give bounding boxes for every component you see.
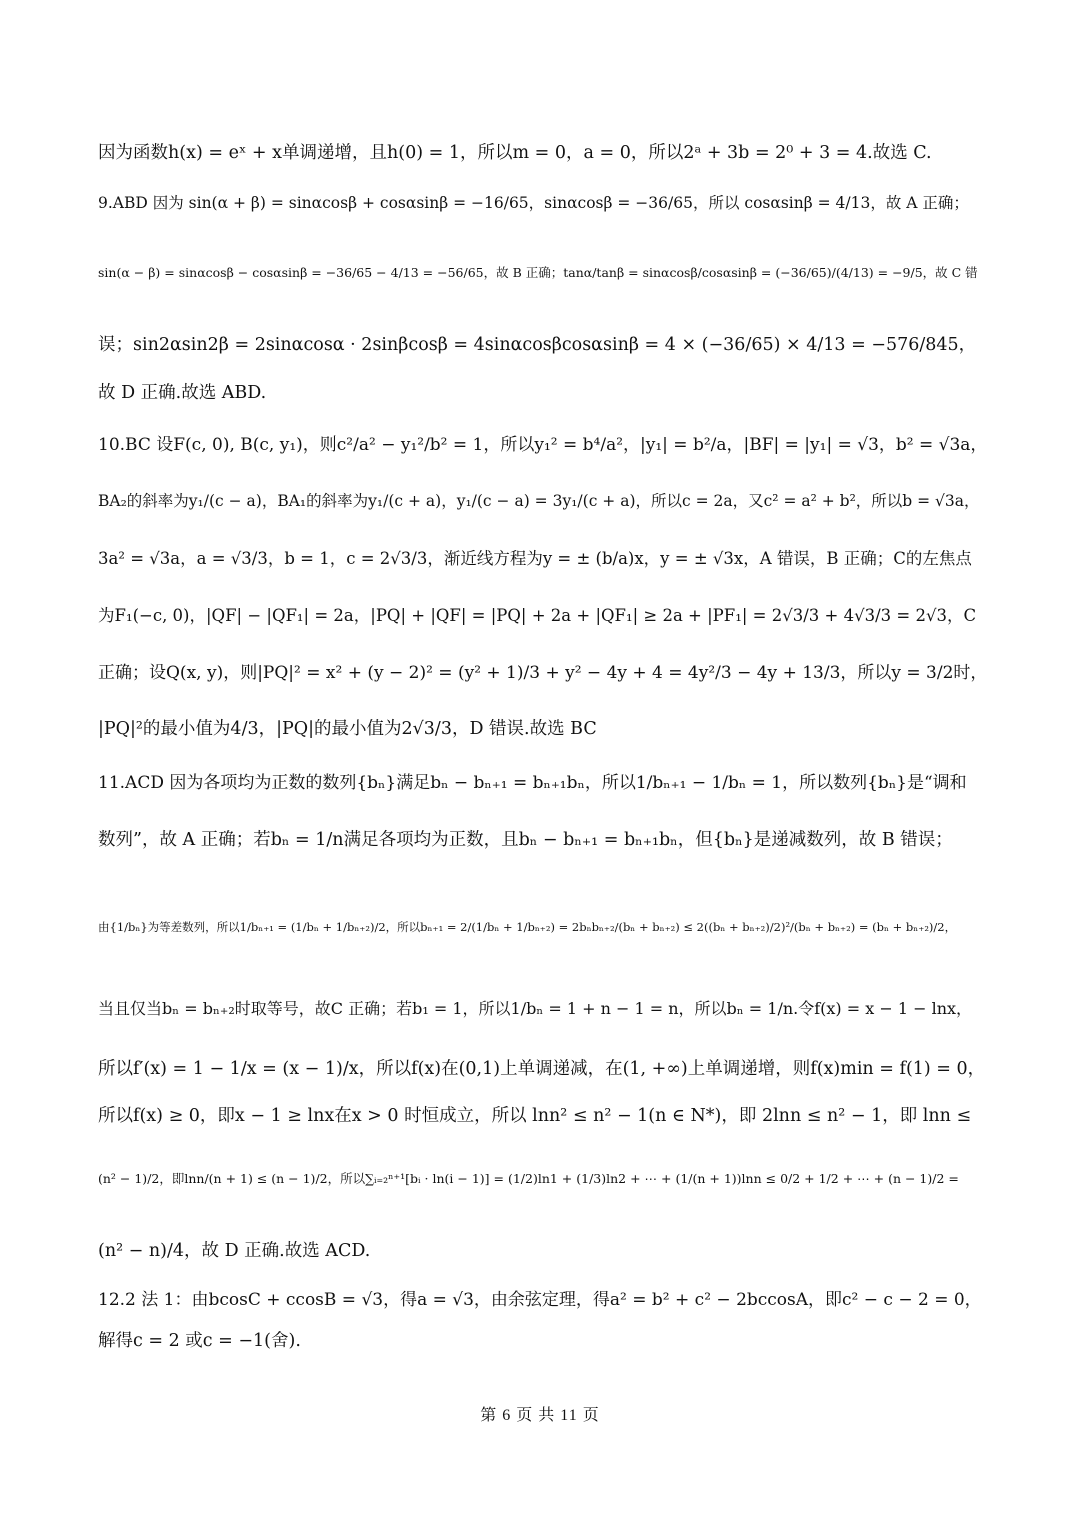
text-line-4: 误；sin2αsin2β = 2sinαcosα · 2sinβcosβ = 4sinαcosβcosαsinβ = 4 × (−36/65) × 4/13 = −576/845， xyxy=(98,335,977,355)
text-line-14: 由{1/bₙ}为等差数列，所以1/bₙ₊₁ = (1/bₙ + 1/bₙ₊₂)/2，所以bₙ₊₁ = 2/(1/bₙ + 1/bₙ₊₂) = 2bₙbₙ₊₂/(bₙ + bₙ₊₂) ≤ 2((bₙ + bₙ₊₂)/2)²/(bₙ + bₙ₊₂) = (bₙ + bₙ₊₂)/2， xyxy=(98,920,957,934)
text-line-20: 12.2 法 1：由bcosC + ccosB = √3，得a = √3，由余弦定理，得a² = b² + c² − 2bccosA，即c² − c − 2 = 0， xyxy=(98,1290,982,1310)
text-line-10: 正确；设Q(x, y)，则|PQ|² = x² + (y − 2)² = (y² + 1)/3 + y² − 4y + 4 = 4y²/3 − 4y + 13/3，所以y = 3/2时， xyxy=(98,663,988,683)
text-line-3: sin(α − β) = sinαcosβ − cosαsinβ = −36/65 − 4/13 = −56/65，故 B 正确；tanα/tanβ = sinαcosβ/cosαsinβ = (−36/65)/(4/13) = −9/5，故 C 错 xyxy=(98,265,978,280)
text-line-6: 10.BC 设F(c, 0), B(c, y₁)，则c²/a² − y₁²/b² = 1，所以y₁² = b⁴/a²，|y₁| = b²/a，|BF| = |y₁| = √3，b² = √3a， xyxy=(98,435,988,455)
text-line-19: (n² − n)/4，故 D 正确.故选 ACD. xyxy=(98,1241,371,1261)
text-line-13: 数列”，故 A 正确；若bₙ = 1/n满足各项均为正数，且bₙ − bₙ₊₁ = bₙ₊₁bₙ，但{bₙ}是递减数列，故 B 错误； xyxy=(98,830,953,850)
text-line-11: |PQ|²的最小值为4/3，|PQ|的最小值为2√3/3，D 错误.故选 BC xyxy=(98,719,597,739)
text-line-2: 9.ABD 因为 sin(α + β) = sinαcosβ + cosαsinβ = −16/65，sinαcosβ = −36/65，所以 cosαsinβ = 4/13，故 A 正确； xyxy=(98,194,969,212)
text-line-5: 故 D 正确.故选 ABD. xyxy=(98,383,267,403)
text-line-21: 解得c = 2 或c = −1(舍). xyxy=(98,1331,301,1351)
text-line-15: 当且仅当bₙ = bₙ₊₂时取等号，故C 正确；若b₁ = 1，所以1/bₙ = 1 + n − 1 = n，所以bₙ = 1/n.令f(x) = x − 1 − lnx， xyxy=(98,999,973,1018)
text-line-7: BA₂的斜率为y₁/(c − a)，BA₁的斜率为y₁/(c + a)，y₁/(c − a) = 3y₁/(c + a)，所以c = 2a，又c² = a² + b²，所以b = √3a， xyxy=(98,492,980,510)
text-line-17: 所以f(x) ≥ 0，即x − 1 ≥ lnx在x > 0 时恒成立，所以 lnn² ≤ n² − 1(n ∈ N*)，即 2lnn ≤ n² − 1，即 lnn ≤ xyxy=(98,1106,972,1126)
text-line-16: 所以f′(x) = 1 − 1/x = (x − 1)/x，所以f(x)在(0,1)上单调递减，在(1, +∞)上单调递增，则f(x)min = f(1) = 0， xyxy=(98,1059,986,1079)
page-footer: 第 6 页 共 11 页 xyxy=(480,1407,600,1424)
text-line-9: 为F₁(−c, 0)，|QF| − |QF₁| = 2a，|PQ| + |QF| = |PQ| + 2a + |QF₁| ≥ 2a + |PF₁| = 2√3/3 + 4√3/3 = 2√3，C xyxy=(98,606,977,625)
text-line-8: 3a² = √3a，a = √3/3，b = 1，c = 2√3/3，渐近线方程为y = ± (b/a)x，y = ± √3x，A 错误，B 正确；C的左焦点 xyxy=(98,549,972,568)
text-line-18: (n² − 1)/2，即lnn/(n + 1) ≤ (n − 1)/2，所以∑ᵢ₌₂ⁿ⁺¹[bᵢ · ln(i − 1)] = (1/2)ln1 + (1/3)ln2 + ⋯ + (1/(n + 1))lnn ≤ 0/2 + 1/2 + ⋯ + (n − 1)/2 = xyxy=(98,1171,959,1186)
text-line-1: 因为函数h(x) = eˣ + x单调递增，且h(0) = 1，所以m = 0，a = 0，所以2ᵃ + 3b = 2⁰ + 3 = 4.故选 C. xyxy=(98,143,932,163)
text-line-12: 11.ACD 因为各项均为正数的数列{bₙ}满足bₙ − bₙ₊₁ = bₙ₊₁bₙ，所以1/bₙ₊₁ − 1/bₙ = 1，所以数列{bₙ}是“调和 xyxy=(98,773,967,793)
